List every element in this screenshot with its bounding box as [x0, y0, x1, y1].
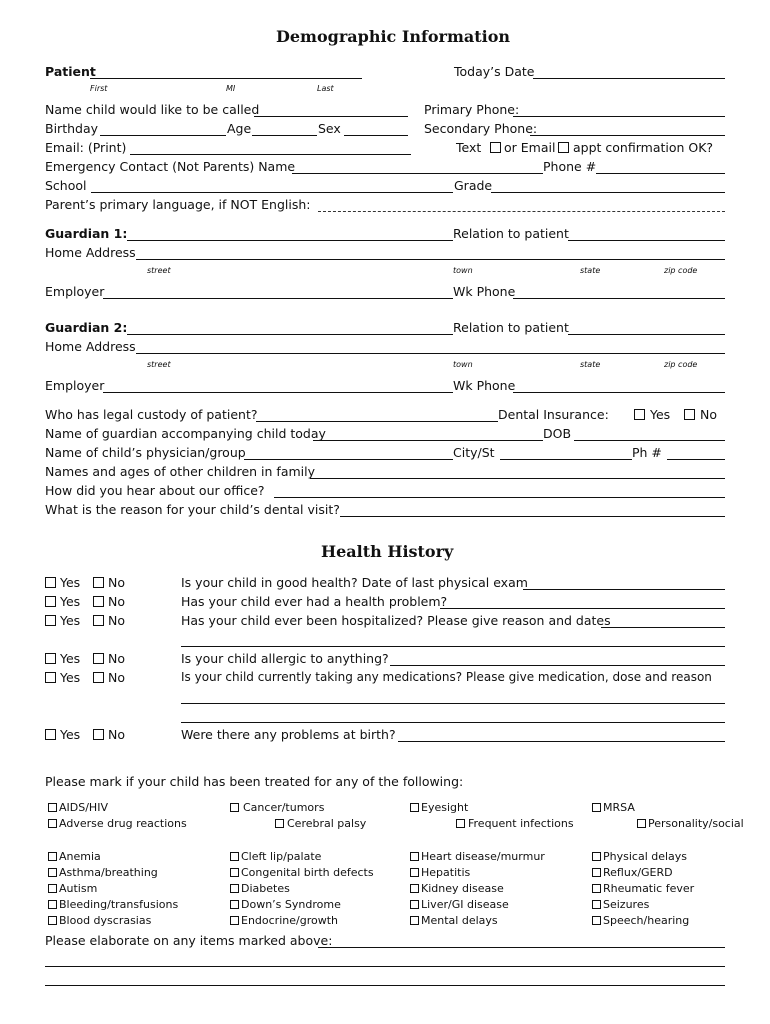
q6-no-checkbox[interactable]: [93, 729, 104, 740]
patient-label: Patient: [45, 64, 96, 79]
condition-checkbox-liver[interactable]: [410, 900, 419, 909]
condition-checkbox-bleeding[interactable]: [48, 900, 57, 909]
condition-checkbox-anemia[interactable]: [48, 852, 57, 861]
condition-label-endocrine: Endocrine/growth: [241, 914, 338, 927]
q4-yes-checkbox[interactable]: [45, 653, 56, 664]
condition-label-physical: Physical delays: [603, 850, 688, 863]
condition-checkbox-eyesight[interactable]: [410, 803, 419, 812]
condition-label-reflux: Reflux/GERD: [603, 866, 673, 879]
condition-label-anemia: Anemia: [59, 850, 101, 863]
condition-label-eyesight: Eyesight: [421, 801, 469, 814]
siblings-label: Names and ages of other children in family: [45, 464, 315, 479]
q5-no-label: No: [108, 670, 125, 685]
condition-label-blood: Blood dyscrasias: [59, 914, 152, 927]
guardian1-wkphone-field[interactable]: [513, 298, 725, 299]
q4-no-checkbox[interactable]: [93, 653, 104, 664]
condition-label-bleeding: Bleeding/transfusions: [59, 898, 179, 911]
appt-ok-label: appt confirmation OK?: [573, 140, 714, 155]
language-label: Parent’s primary language, if NOT English:: [45, 197, 311, 212]
condition-label-cerebral: Cerebral palsy: [287, 817, 367, 830]
language-field[interactable]: [318, 211, 725, 212]
birthday-label: Birthday: [45, 121, 99, 136]
guardian2-name-field[interactable]: [127, 334, 453, 335]
text-checkbox[interactable]: [490, 142, 501, 153]
guardian2-relation-label: Relation to patient: [453, 320, 569, 335]
q5-label: Is your child currently taking any medications? Please give medication, dose and reason: [181, 670, 712, 684]
sex-label: Sex: [318, 121, 341, 136]
todays-date-field[interactable]: [533, 78, 725, 79]
email-checkbox[interactable]: [558, 142, 569, 153]
condition-label-diabetes: Diabetes: [241, 882, 290, 895]
q3-yes-label: Yes: [60, 613, 81, 628]
condition-checkbox-personality[interactable]: [637, 819, 646, 828]
guardian1-relation-label: Relation to patient: [453, 226, 569, 241]
q5-line-2[interactable]: [181, 722, 725, 723]
condition-label-cleft: Cleft lip/palate: [241, 850, 322, 863]
secondary-phone-label: Secondary Phone:: [424, 121, 538, 136]
insurance-yes-label: Yes: [650, 407, 671, 422]
guardian2-wkphone-field[interactable]: [513, 392, 725, 393]
siblings-field[interactable]: [310, 478, 725, 479]
street-caption: street: [147, 266, 171, 275]
guardian1-employer-label: Employer: [45, 284, 105, 299]
condition-checkbox-congenital[interactable]: [230, 868, 239, 877]
grade-label: Grade: [454, 178, 493, 193]
elaborate-field[interactable]: [318, 947, 725, 948]
condition-label-heart: Heart disease/murmur: [421, 850, 545, 863]
guardian1-address-label: Home Address: [45, 245, 136, 260]
q4-label: Is your child allergic to anything?: [181, 651, 389, 666]
condition-label-seizures: Seizures: [603, 898, 650, 911]
q2-no-label: No: [108, 594, 125, 609]
condition-label-hepatitis: Hepatitis: [421, 866, 471, 879]
q1-yes-label: Yes: [60, 575, 81, 590]
condition-label-liver: Liver/GI disease: [421, 898, 509, 911]
condition-label-mrsa: MRSA: [603, 801, 635, 814]
q1-field[interactable]: [523, 589, 725, 590]
condition-checkbox-cleft[interactable]: [230, 852, 239, 861]
town-caption: town: [453, 360, 473, 369]
physician-field[interactable]: [244, 459, 453, 460]
email-field[interactable]: [130, 154, 411, 155]
todays-date-label: Today’s Date: [454, 64, 535, 79]
condition-label-speech: Speech/hearing: [603, 914, 690, 927]
condition-checkbox-blood[interactable]: [48, 916, 57, 925]
hear-label: How did you hear about our office?: [45, 483, 265, 498]
condition-checkbox-aids[interactable]: [48, 803, 57, 812]
emergency-phone-field[interactable]: [596, 173, 725, 174]
sex-field[interactable]: [344, 135, 408, 136]
demographic-title: Demographic Information: [276, 27, 511, 46]
hear-field[interactable]: [274, 497, 725, 498]
condition-checkbox-mental[interactable]: [410, 916, 419, 925]
condition-checkbox-adverse[interactable]: [48, 819, 57, 828]
guardian1-address-field[interactable]: [136, 259, 725, 260]
insurance-no-checkbox[interactable]: [684, 409, 695, 420]
guardian2-address-field[interactable]: [136, 353, 725, 354]
q2-label: Has your child ever had a health problem?: [181, 594, 448, 609]
emergency-name-field[interactable]: [292, 173, 543, 174]
age-field[interactable]: [252, 135, 317, 136]
condition-label-congenital: Congenital birth defects: [241, 866, 374, 879]
condition-label-autism: Autism: [59, 882, 98, 895]
guardian1-relation-field[interactable]: [568, 240, 725, 241]
conditions-instructions: Please mark if your child has been treated for any of the following:: [45, 774, 464, 789]
emergency-label: Emergency Contact (Not Parents) Name: [45, 159, 296, 174]
condition-label-frequent: Frequent infections: [468, 817, 574, 830]
dob-label: DOB: [543, 426, 572, 441]
q3-field[interactable]: [601, 627, 725, 628]
guardian1-employer-field[interactable]: [103, 298, 453, 299]
primary-phone-label: Primary Phone:: [424, 102, 520, 117]
q3-no-checkbox[interactable]: [93, 615, 104, 626]
custody-label: Who has legal custody of patient?: [45, 407, 258, 422]
insurance-no-label: No: [700, 407, 717, 422]
state-caption: state: [580, 266, 601, 275]
condition-checkbox-asthma[interactable]: [48, 868, 57, 877]
q1-yes-checkbox[interactable]: [45, 577, 56, 588]
condition-checkbox-frequent[interactable]: [456, 819, 465, 828]
first-caption: First: [90, 84, 108, 93]
q1-label: Is your child in good health? Date of last physical exam: [181, 575, 528, 590]
guardian2-label: Guardian 2:: [45, 320, 128, 335]
text-label: Text: [456, 140, 482, 155]
condition-label-personality: Personality/social: [648, 817, 744, 830]
accompanying-field[interactable]: [313, 440, 543, 441]
ph-label: Ph #: [632, 445, 662, 460]
q2-yes-checkbox[interactable]: [45, 596, 56, 607]
mi-caption: MI: [226, 84, 236, 93]
q6-yes-checkbox[interactable]: [45, 729, 56, 740]
guardian1-name-field[interactable]: [127, 240, 453, 241]
q3-yes-checkbox[interactable]: [45, 615, 56, 626]
city-st-field[interactable]: [500, 459, 632, 460]
condition-label-rheumatic: Rheumatic fever: [603, 882, 695, 895]
q5-no-checkbox[interactable]: [93, 672, 104, 683]
zip-caption: zip code: [664, 360, 698, 369]
last-caption: Last: [317, 84, 334, 93]
age-label: Age: [227, 121, 252, 136]
elaborate-line-3[interactable]: [45, 985, 725, 986]
q2-yes-label: Yes: [60, 594, 81, 609]
accompanying-label: Name of guardian accompanying child today: [45, 426, 326, 441]
q5-line-1[interactable]: [181, 703, 725, 704]
q5-yes-checkbox[interactable]: [45, 672, 56, 683]
physician-phone-field[interactable]: [667, 459, 725, 460]
guardian2-relation-field[interactable]: [568, 334, 725, 335]
guardian2-address-label: Home Address: [45, 339, 136, 354]
condition-checkbox-physical[interactable]: [592, 852, 601, 861]
q6-label: Were there any problems at birth?: [181, 727, 396, 742]
primary-phone-field[interactable]: [513, 116, 725, 117]
custody-field[interactable]: [256, 421, 498, 422]
condition-checkbox-cancer[interactable]: [230, 803, 239, 812]
condition-checkbox-rheumatic[interactable]: [592, 884, 601, 893]
patient-name-field[interactable]: [90, 78, 362, 79]
q5-yes-label: Yes: [60, 670, 81, 685]
street-caption: street: [147, 360, 171, 369]
condition-label-aids: AIDS/HIV: [59, 801, 108, 814]
q4-field[interactable]: [390, 665, 725, 666]
q6-no-label: No: [108, 727, 125, 742]
q2-field[interactable]: [440, 608, 725, 609]
q3-no-label: No: [108, 613, 125, 628]
q6-field[interactable]: [398, 741, 725, 742]
town-caption: town: [453, 266, 473, 275]
condition-checkbox-hepatitis[interactable]: [410, 868, 419, 877]
condition-checkbox-mrsa[interactable]: [592, 803, 601, 812]
state-caption: state: [580, 360, 601, 369]
condition-checkbox-seizures[interactable]: [592, 900, 601, 909]
condition-label-adverse: Adverse drug reactions: [59, 817, 187, 830]
condition-checkbox-diabetes[interactable]: [230, 884, 239, 893]
guardian1-wkphone-label: Wk Phone: [453, 284, 516, 299]
elaborate-label: Please elaborate on any items marked above:: [45, 933, 333, 948]
condition-checkbox-cerebral[interactable]: [275, 819, 284, 828]
reason-field[interactable]: [340, 516, 725, 517]
school-field[interactable]: [91, 192, 453, 193]
q1-no-label: No: [108, 575, 125, 590]
phone-num-label: Phone #: [543, 159, 597, 174]
condition-label-kidney: Kidney disease: [421, 882, 504, 895]
or-email-label: or Email: [504, 140, 556, 155]
q6-yes-label: Yes: [60, 727, 81, 742]
condition-checkbox-heart[interactable]: [410, 852, 419, 861]
condition-checkbox-speech[interactable]: [592, 916, 601, 925]
guardian2-employer-label: Employer: [45, 378, 105, 393]
city-st-label: City/St: [453, 445, 495, 460]
condition-label-mental: Mental delays: [421, 914, 498, 927]
guardian1-label: Guardian 1:: [45, 226, 128, 241]
school-label: School: [45, 178, 87, 193]
health-title: Health History: [321, 542, 454, 561]
email-label: Email: (Print): [45, 140, 127, 155]
grade-field[interactable]: [491, 192, 725, 193]
condition-checkbox-endocrine[interactable]: [230, 916, 239, 925]
guardian2-wkphone-label: Wk Phone: [453, 378, 516, 393]
name-called-field[interactable]: [254, 116, 408, 117]
birthday-field[interactable]: [100, 135, 226, 136]
condition-checkbox-autism[interactable]: [48, 884, 57, 893]
condition-label-asthma: Asthma/breathing: [59, 866, 158, 879]
q4-no-label: No: [108, 651, 125, 666]
q3-extra-line[interactable]: [181, 646, 725, 647]
condition-label-cancer: Cancer/tumors: [243, 801, 325, 814]
condition-checkbox-downs[interactable]: [230, 900, 239, 909]
secondary-phone-field[interactable]: [530, 135, 725, 136]
q2-no-checkbox[interactable]: [93, 596, 104, 607]
dob-field[interactable]: [574, 440, 725, 441]
name-called-label: Name child would like to be called: [45, 102, 260, 117]
condition-checkbox-reflux[interactable]: [592, 868, 601, 877]
q1-no-checkbox[interactable]: [93, 577, 104, 588]
elaborate-line-2[interactable]: [45, 966, 725, 967]
q4-yes-label: Yes: [60, 651, 81, 666]
insurance-yes-checkbox[interactable]: [634, 409, 645, 420]
zip-caption: zip code: [664, 266, 698, 275]
condition-label-downs: Down’s Syndrome: [241, 898, 341, 911]
physician-label: Name of child’s physician/group: [45, 445, 246, 460]
reason-label: What is the reason for your child’s dental visit?: [45, 502, 340, 517]
dental-insurance-label: Dental Insurance:: [498, 407, 609, 422]
guardian2-employer-field[interactable]: [103, 392, 453, 393]
condition-checkbox-kidney[interactable]: [410, 884, 419, 893]
q3-label: Has your child ever been hospitalized? Please give reason and dates: [181, 613, 611, 628]
